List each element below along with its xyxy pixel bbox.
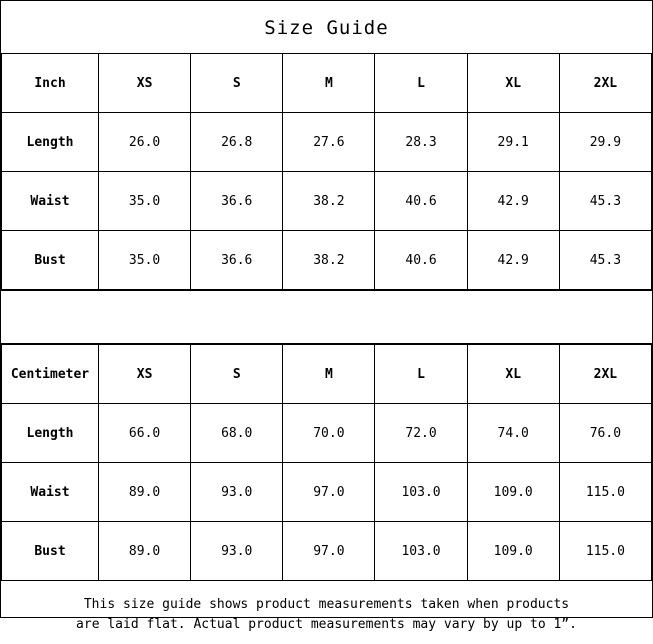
cell-bust-m: 97.0	[283, 522, 375, 581]
size-header-2xl: 2XL	[559, 54, 651, 113]
row-label-length: Length	[2, 113, 99, 172]
cell-length-xs: 66.0	[99, 404, 191, 463]
cell-bust-l: 40.6	[375, 231, 467, 290]
cell-waist-xl: 109.0	[467, 463, 559, 522]
cell-waist-m: 97.0	[283, 463, 375, 522]
size-header-xl: XL	[467, 345, 559, 404]
size-header-xs: XS	[99, 54, 191, 113]
table-header-row	[2, 345, 652, 404]
row-label-length: Length	[2, 404, 99, 463]
cell-length-xl: 74.0	[467, 404, 559, 463]
cell-bust-xs: 89.0	[99, 522, 191, 581]
cell-waist-s: 93.0	[191, 463, 283, 522]
table-row	[2, 113, 652, 172]
cell-bust-2xl: 45.3	[559, 231, 651, 290]
size-header-l: L	[375, 345, 467, 404]
cell-waist-xl: 42.9	[467, 172, 559, 231]
size-header-2xl: 2XL	[559, 345, 651, 404]
size-header-l: L	[375, 54, 467, 113]
table-row	[2, 463, 652, 522]
footnote-line-1: This size guide shows product measurements taken when products	[83, 597, 570, 612]
cell-length-2xl: 29.9	[559, 113, 651, 172]
inch-size-table	[1, 53, 652, 290]
size-header-xl: XL	[467, 54, 559, 113]
cell-bust-l: 103.0	[375, 522, 467, 581]
cell-bust-s: 93.0	[191, 522, 283, 581]
row-label-waist: Waist	[2, 172, 99, 231]
cell-length-xl: 29.1	[467, 113, 559, 172]
cell-bust-m: 38.2	[283, 231, 375, 290]
cell-length-2xl: 76.0	[559, 404, 651, 463]
cell-bust-xl: 109.0	[467, 522, 559, 581]
size-header-s: S	[191, 54, 283, 113]
cell-length-m: 70.0	[283, 404, 375, 463]
table-row	[2, 231, 652, 290]
cell-bust-xl: 42.9	[467, 231, 559, 290]
cell-waist-2xl: 45.3	[559, 172, 651, 231]
cell-length-m: 27.6	[283, 113, 375, 172]
cell-bust-s: 36.6	[191, 231, 283, 290]
table-row	[2, 522, 652, 581]
cell-length-s: 26.8	[191, 113, 283, 172]
cell-bust-xs: 35.0	[99, 231, 191, 290]
cell-length-l: 28.3	[375, 113, 467, 172]
cell-waist-l: 40.6	[375, 172, 467, 231]
unit-header-centimeter: Centimeter	[2, 345, 99, 404]
table-row	[2, 172, 652, 231]
size-header-xs: XS	[99, 345, 191, 404]
size-guide-footnote	[1, 581, 652, 644]
cell-length-l: 72.0	[375, 404, 467, 463]
cell-waist-xs: 89.0	[99, 463, 191, 522]
size-header-s: S	[191, 345, 283, 404]
centimeter-size-table	[1, 344, 652, 581]
cell-length-s: 68.0	[191, 404, 283, 463]
size-header-m: M	[283, 345, 375, 404]
table-header-row	[2, 54, 652, 113]
table-separator	[1, 290, 652, 344]
footnote-line-2: are laid flat. Actual product measurements may vary by up to 1”.	[76, 616, 577, 632]
cell-length-xs: 26.0	[99, 113, 191, 172]
cell-waist-s: 36.6	[191, 172, 283, 231]
page-title: Size Guide	[264, 17, 389, 39]
row-label-waist: Waist	[2, 463, 99, 522]
cell-waist-2xl: 115.0	[559, 463, 651, 522]
cell-waist-l: 103.0	[375, 463, 467, 522]
table-row	[2, 404, 652, 463]
row-label-bust: Bust	[2, 231, 99, 290]
size-header-m: M	[283, 54, 375, 113]
row-label-bust: Bust	[2, 522, 99, 581]
unit-header-inch: Inch	[2, 54, 99, 113]
cell-waist-m: 38.2	[283, 172, 375, 231]
cell-bust-2xl: 115.0	[559, 522, 651, 581]
cell-waist-xs: 35.0	[99, 172, 191, 231]
